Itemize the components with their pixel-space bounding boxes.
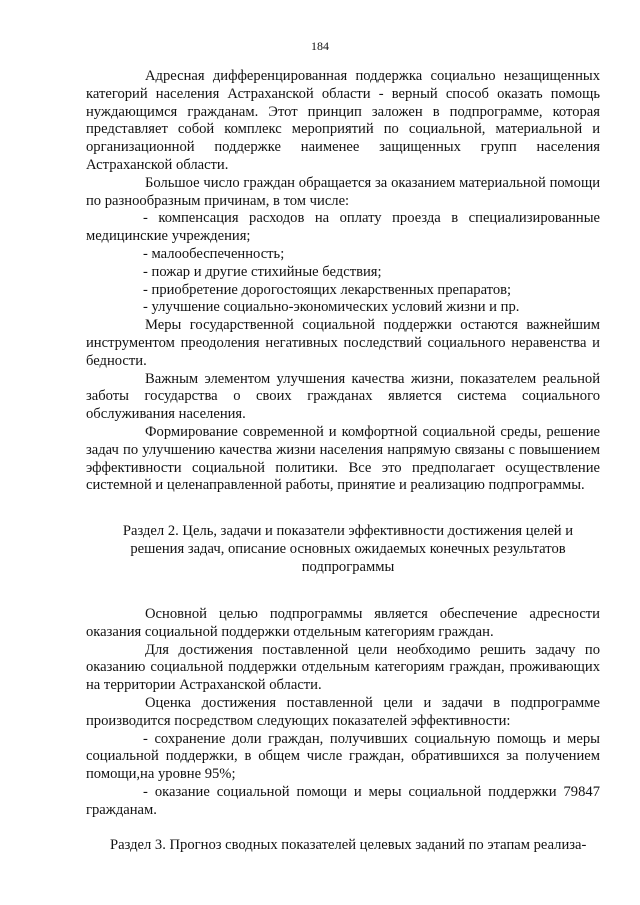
paragraph: Большое число граждан обращается за оказанием материальной помощи по разнообразным причинам, в том числе: xyxy=(86,174,600,209)
paragraph: Меры государственной социальной поддержки остаются важнейшим инструментом преодоления негативных последствий социального неравенства и бедности. xyxy=(86,317,600,369)
page-number: 184 xyxy=(311,39,329,53)
list-item: - компенсация расходов на оплату проезда в специализированные медицинские учреждения; xyxy=(86,210,600,245)
list-item: - приобретение дорогостоящих лекарственных препаратов; xyxy=(143,281,512,298)
list-item: - пожар и другие стихийные бедствия; xyxy=(143,263,382,280)
paragraph: Формирование современной и комфортной социальной среды, решение задач по улучшению качества жизни населения напрямую связаны с повышением эффективности социальной политики. Все это предполагает осуществление системной и целенаправленной работы, принятие и реализацию подпрограммы. xyxy=(86,423,600,494)
list-item: - сохранение доли граждан, получивших социальную помощь и меры социальной поддержки, в общем числе граждан, обратившихся за получением помощи,на уровне 95%; xyxy=(86,730,600,783)
paragraph: Адресная дифференцированная поддержка социально незащищенных категорий населения Астраханской области - верный способ оказать помощь нуждающимся гражданам. Этот принцип заложен в подпрограмме, которая представляет собой комплекс мероприятий по социальной, материальной и организационной поддержке наименее защищенных групп населения Астраханской области. xyxy=(86,68,600,173)
intro-text-block xyxy=(86,68,600,495)
list-item: - оказание социальной помощи и меры социальной поддержки 79847 гражданам. xyxy=(86,783,600,818)
section-2-text-block xyxy=(86,606,600,820)
paragraph: Основной целью подпрограммы является обеспечение адресности оказания социальной поддержки отдельным категориям граждан. xyxy=(86,606,600,640)
list-item: - улучшение социально-экономических условий жизни и пр. xyxy=(143,299,520,316)
paragraph: Оценка достижения поставленной цели и задачи в подпрограмме производится посредством следующих показателей эффективности: xyxy=(86,694,600,729)
paragraph: Важным элементом улучшения качества жизни, показателем реальной заботы государства о своих гражданах является система социального обслуживания населения. xyxy=(86,370,600,423)
section-3-heading: Раздел 3. Прогноз сводных показателей целевых заданий по этапам реализа- xyxy=(110,837,587,853)
list-item: - малообеспеченность; xyxy=(143,245,285,262)
paragraph: Для достижения поставленной цели необходимо решить задачу по оказанию социальной поддержки отдельным категориям граждан, проживающих на территории Астраханской области. xyxy=(86,641,600,694)
section-2-heading: Раздел 2. Цель, задачи и показатели эффективности достижения целей и решения задач, описание основных ожидаемых конечных результатов подпрограммы xyxy=(122,523,574,575)
